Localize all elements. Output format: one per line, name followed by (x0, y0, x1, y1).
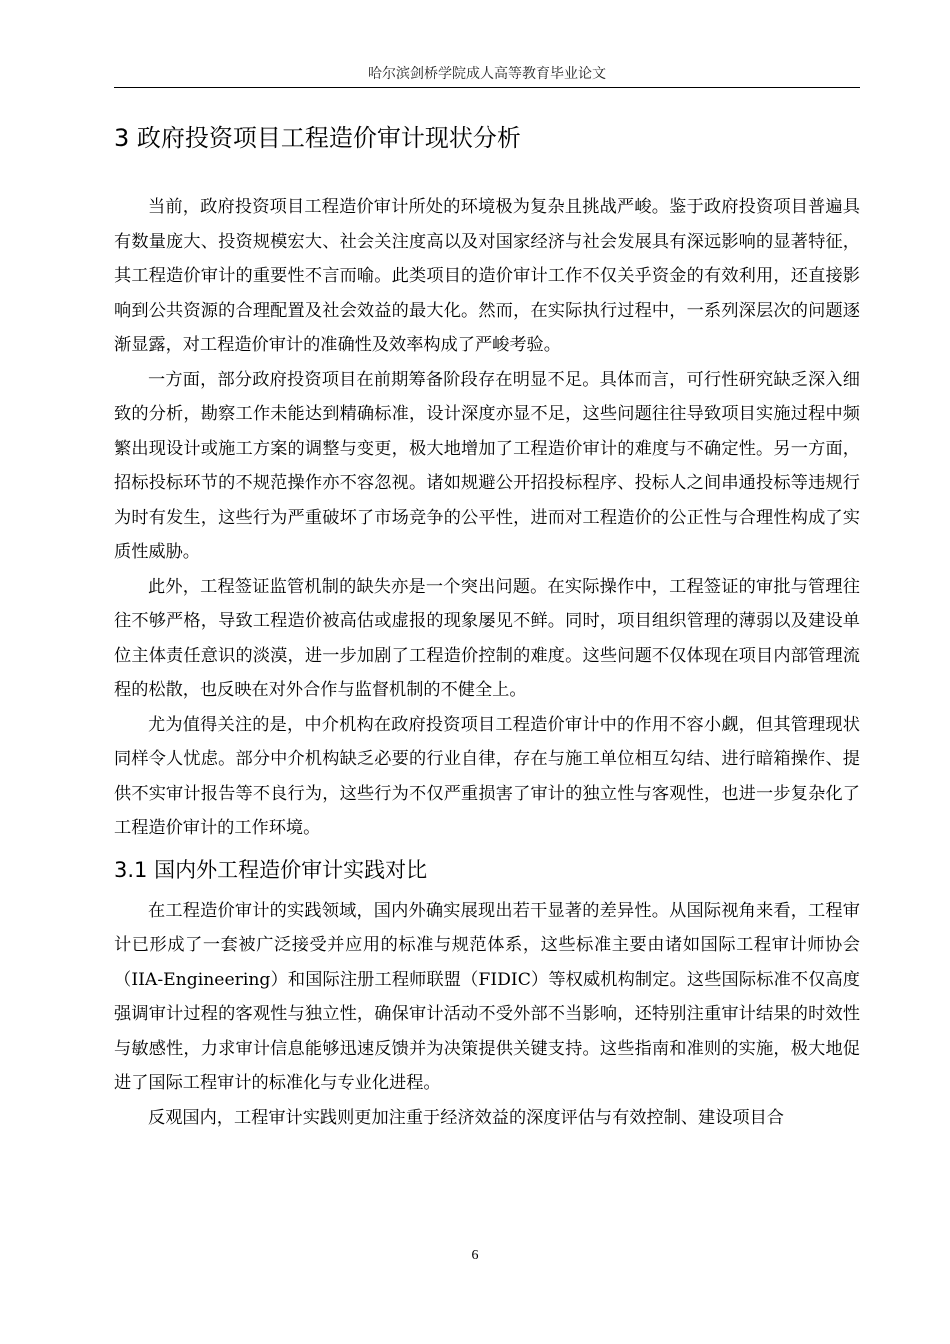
paragraph: 反观国内，工程审计实践则更加注重于经济效益的深度评估与有效控制、建设项目合 (148, 1107, 784, 1128)
paragraph: 此外，工程签证监管机制的缺失亦是一个突出问题。在实际操作中，工程签证的审批与管理往往不够严格，导致工程造价被高估或虚报的现象屡见不鲜。同时，项目组织管理的薄弱以及建设单位主体责任意识的淡漠，进一步加剧了工程造价控制的难度。这些问题不仅体现在项目内部管理流程的松散，也反映在对外合作与监督机制的不健全上。 (114, 576, 860, 700)
paragraph: 一方面，部分政府投资项目在前期筹备阶段存在明显不足。具体而言，可行性研究缺乏深入细致的分析，勘察工作未能达到精确标准，设计深度亦显不足，这些问题往往导致项目实施过程中频繁出现设计或施工方案的调整与变更，极大地增加了工程造价审计的难度与不确定性。另一方面，招标投标环节的不规范操作亦不容忽视。诸如规避公开招投标程序、投标人之间串通投标等违规行为时有发生，这些行为严重破坏了市场竞争的公平性，进而对工程造价的公正性与合理性构成了实质性威胁。 (114, 369, 860, 562)
subsection-title: 3.1 国内外工程造价审计实践对比 (114, 857, 428, 882)
paragraph: 当前，政府投资项目工程造价审计所处的环境极为复杂且挑战严峻。鉴于政府投资项目普遍具有数量庞大、投资规模宏大、社会关注度高以及对国家经济与社会发展具有深远影响的显著特征，其工程造价审计的重要性不言而喻。此类项目的造价审计工作不仅关乎资金的有效利用，还直接影响到公共资源的合理配置及社会效益的最大化。然而，在实际执行过程中，一系列深层次的问题逐渐显露，对工程造价审计的准确性及效率构成了严峻考验。 (114, 197, 860, 355)
section-title: 3 政府投资项目工程造价审计现状分析 (114, 124, 521, 152)
page-number: 6 (471, 1248, 479, 1263)
page-content (114, 118, 860, 1135)
header-divider (114, 87, 860, 88)
running-header: 哈尔滨剑桥学院成人高等教育毕业论文 (368, 66, 606, 82)
paragraph: 在工程造价审计的实践领域，国内外确实展现出若干显著的差异性。从国际视角来看，工程审计已形成了一套被广泛接受并应用的标准与规范体系，这些标准主要由诸如国际工程审计师协会（IIA-Engineering）和国际注册工程师联盟（FIDIC）等权威机构制定。这些国际标准不仅高度强调审计过程的客观性与独立性，确保审计活动不受外部不当影响，还特别注重审计结果的时效性与敏感性，力求审计信息能够迅速反馈并为决策提供关键支持。这些指南和准则的实施，极大地促进了国际工程审计的标准化与专业化进程。 (114, 900, 860, 1093)
paragraph: 尤为值得关注的是，中介机构在政府投资项目工程造价审计中的作用不容小觑，但其管理现状同样令人忧虑。部分中介机构缺乏必要的行业自律，存在与施工单位相互勾结、进行暗箱操作、提供不实审计报告等不良行为，这些行为不仅严重损害了审计的独立性与客观性，也进一步复杂化了工程造价审计的工作环境。 (114, 714, 860, 838)
